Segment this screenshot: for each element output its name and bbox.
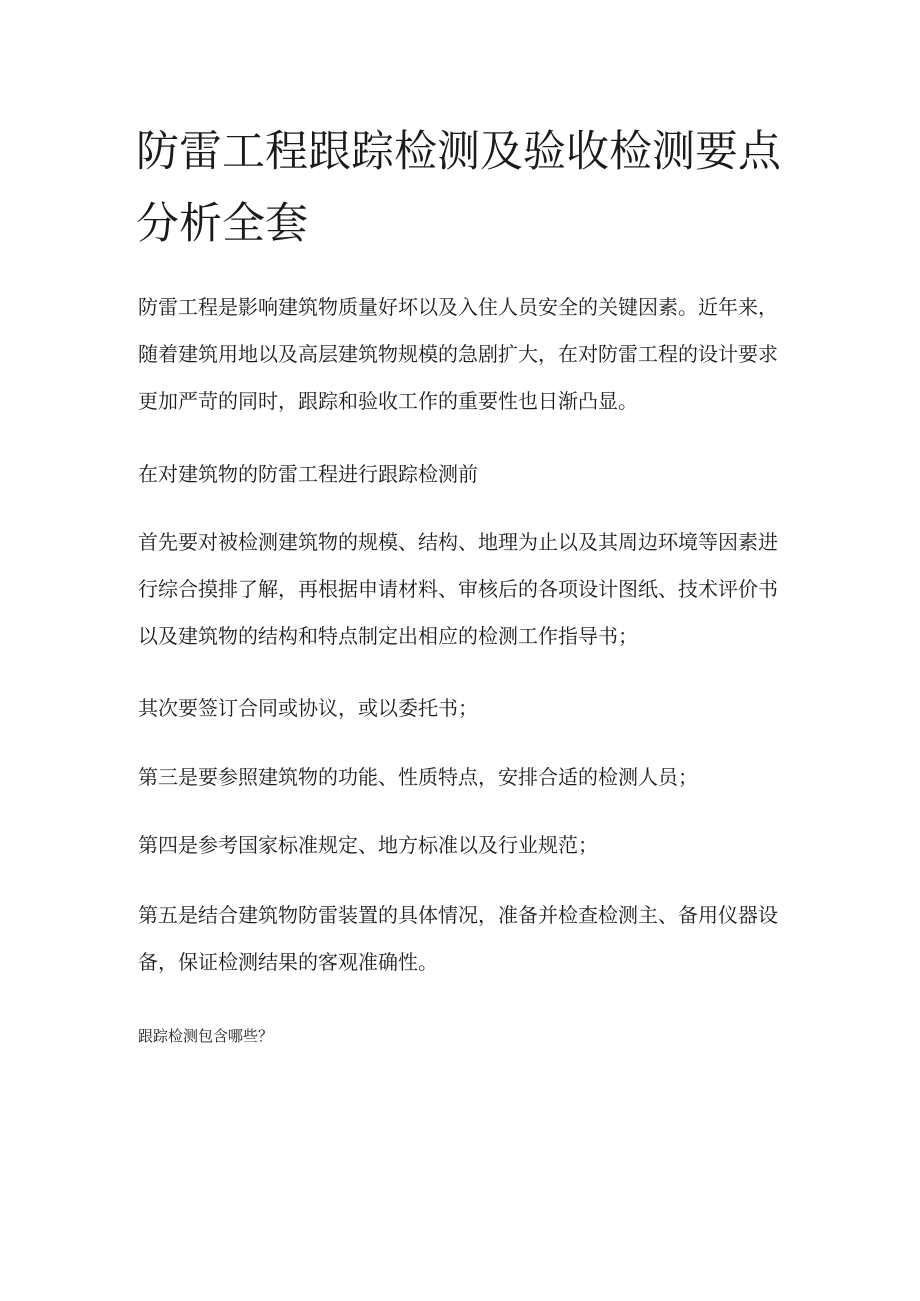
document-title xyxy=(136,116,786,260)
title-line-1: 防雷工程跟踪检测及验收检测要点 xyxy=(136,127,781,177)
section-subheading: 跟踪检测包含哪些？ xyxy=(138,1027,274,1045)
fourth-step-paragraph: 第四是参考国家标准规定、地方标准以及行业规范； xyxy=(138,833,598,857)
title-line-2: 分析全套 xyxy=(136,199,308,249)
fifth-step-paragraph: 第五是结合建筑物防雷装置的具体情况，准备并检查检测主、备用仪器设备，保证检测结果的客观准确性。 xyxy=(138,903,778,974)
intro-paragraph: 防雷工程是影响建筑物质量好坏以及入住人员安全的关键因素。近年来，随着建筑用地以及高层建筑物规模的急剧扩大，在对防雷工程的设计要求更加严苛的同时，跟踪和验收工作的重要性也日渐凸显。 xyxy=(138,295,778,413)
first-step-paragraph: 首先要对被检测建筑物的规模、结构、地理为止以及其周边环境等因素进行综合摸排了解，再根据申请材料、审核后的各项设计图纸、技术评价书以及建筑物的结构和特点制定出相应的检测工作指导书； xyxy=(138,530,778,648)
third-step-paragraph: 第三是要参照建筑物的功能、性质特点，安排合适的检测人员； xyxy=(138,765,698,789)
second-step-paragraph: 其次要签订合同或协议，或以委托书； xyxy=(138,696,478,720)
before-inspection-paragraph: 在对建筑物的防雷工程进行跟踪检测前 xyxy=(138,462,478,486)
